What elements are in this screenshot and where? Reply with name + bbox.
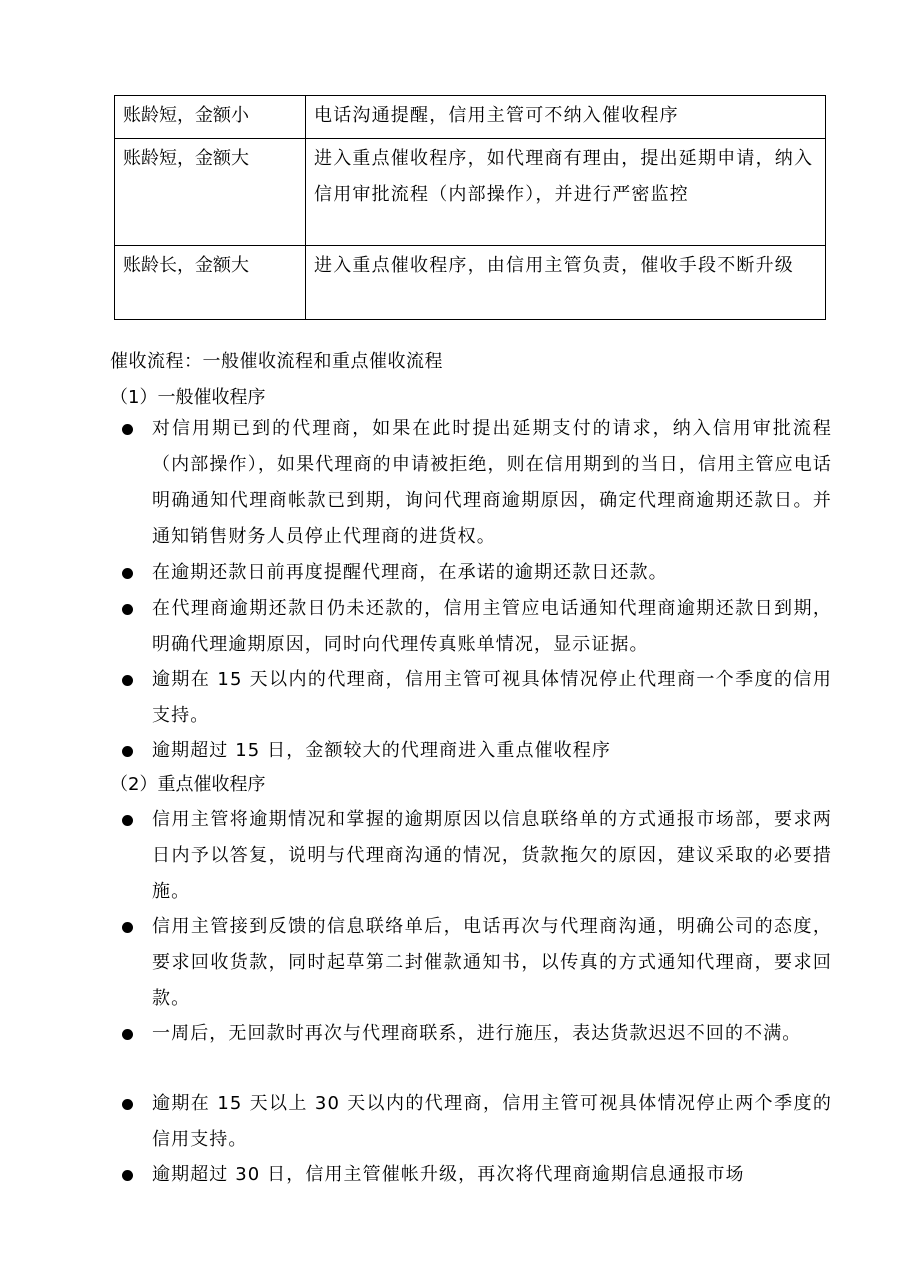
bullet-icon (122, 675, 133, 686)
list-item-text: 逾期在 15 天以内的代理商，信用主管可视具体情况停止代理商一个季度的信用支持。 (152, 669, 832, 726)
bullet-icon (122, 1099, 133, 1110)
table-row (115, 246, 826, 320)
bullet-icon (122, 568, 133, 579)
bullet-icon (122, 604, 133, 615)
bullet-icon (122, 815, 133, 826)
list-item-text: 逾期超过 30 日，信用主管催帐升级，再次将代理商逾期信息通报市场 (152, 1164, 745, 1185)
collection-policy-table (114, 95, 826, 320)
table-cell-condition: 账龄长，金额大 (115, 246, 306, 320)
list-item-text: 逾期超过 15 日，金额较大的代理商进入重点催收程序 (152, 740, 611, 761)
list-item-text: 逾期在 15 天以上 30 天以内的代理商，信用主管可视具体情况停止两个季度的信用支持。 (152, 1093, 832, 1150)
bullet-icon (122, 746, 133, 757)
list-item-text: 对信用期已到的代理商，如果在此时提出延期支付的请求，纳入信用审批流程（内部操作），如果代理商的申请被拒绝，则在信用期到的当日，信用主管应电话明确通知代理商帐款已到期，询问代理商逾期原因，确定代理商逾期还款日。并通知销售财务人员停止代理商的进货权。 (152, 418, 832, 547)
table-cell-action: 进入重点催收程序，由信用主管负责，催收手段不断升级 (306, 246, 826, 320)
general-procedure-title: （1）一般催收程序 (110, 387, 266, 408)
list-item-text: 一周后，无回款时再次与代理商联系，进行施压，表达货款迟迟不回的不满。 (152, 1023, 802, 1044)
list-item-text: 在逾期还款日前再度提醒代理商，在承诺的逾期还款日还款。 (152, 562, 668, 583)
list-item-text: 在代理商逾期还款日仍未还款的，信用主管应电话通知代理商逾期还款日到期，明确代理逾期原因，同时向代理传真账单情况，显示证据。 (152, 598, 832, 655)
table-row (115, 139, 826, 246)
table-cell-condition: 账龄短，金额小 (115, 96, 306, 139)
list-item-text: 信用主管将逾期情况和掌握的逾期原因以信息联络单的方式通报市场部，要求两日内予以答复，说明与代理商沟通的情况，货款拖欠的原因，建议采取的必要措施。 (152, 809, 832, 902)
bullet-icon (122, 1029, 133, 1040)
key-procedure-title: （2）重点催收程序 (110, 774, 266, 795)
bullet-icon (122, 1170, 133, 1181)
bullet-icon (122, 922, 133, 933)
list-item-text: 信用主管接到反馈的信息联络单后，电话再次与代理商沟通，明确公司的态度，要求回收货款，同时起草第二封催款通知书，以传真的方式通知代理商，要求回款。 (152, 916, 832, 1009)
section-title: 催收流程：一般催收流程和重点催收流程 (110, 351, 443, 372)
table-cell-action: 进入重点催收程序，如代理商有理由，提出延期申请，纳入信用审批流程（内部操作），并进行严密监控 (306, 139, 826, 246)
table-cell-condition: 账龄短，金额大 (115, 139, 306, 246)
bullet-icon (122, 424, 133, 435)
table-cell-action: 电话沟通提醒，信用主管可不纳入催收程序 (306, 96, 826, 139)
table-row (115, 96, 826, 139)
